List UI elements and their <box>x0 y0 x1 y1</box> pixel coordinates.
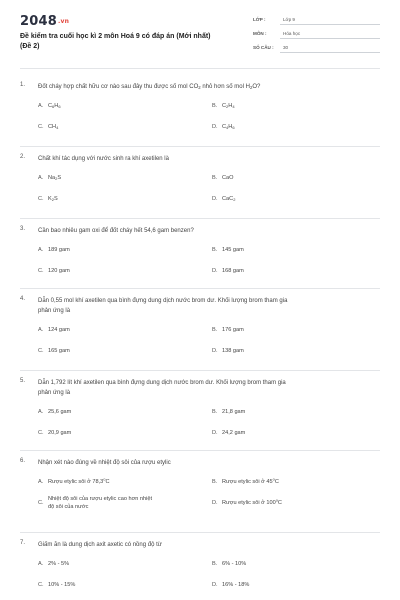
exam-title-line: Đề kiểm tra cuối học kì 2 môn Hoá 9 có đáp án (Mới nhất) <box>20 33 211 40</box>
option-letter: D. <box>212 430 218 436</box>
text-line: 2% - 5% <box>48 561 70 567</box>
meta-row <box>253 45 380 55</box>
text-line: CaO <box>222 175 234 181</box>
text-line: Giấm ăn là dung dịch axit axetic có nồng độ từ <box>38 542 162 548</box>
text-line: 21,8 gam <box>222 409 246 415</box>
text-line: $C_6H_6$ <box>48 103 61 109</box>
question-text <box>38 154 376 164</box>
option-letter: A. <box>38 409 44 415</box>
option-letter: D. <box>212 196 218 202</box>
option-letter: B. <box>212 409 218 415</box>
answer-option[interactable] <box>38 347 198 355</box>
answer-option[interactable] <box>38 267 198 275</box>
text-line: $Na_2S$ <box>48 175 62 181</box>
option-letter: D. <box>212 582 218 588</box>
option-letter: C. <box>38 500 44 506</box>
option-letter: D. <box>212 500 218 506</box>
answer-option[interactable] <box>38 195 198 203</box>
text-line: $C_4H_6$ <box>222 124 235 130</box>
answer-option[interactable] <box>38 429 198 437</box>
answer-option[interactable] <box>212 581 372 589</box>
question-text <box>38 540 376 550</box>
option-text <box>222 102 362 110</box>
divider <box>20 450 380 451</box>
text-line: $K_2S$ <box>48 196 58 202</box>
question-number: 3. <box>20 226 26 232</box>
option-text <box>222 408 362 416</box>
question-number: 6. <box>20 458 26 464</box>
option-letter: B. <box>212 327 218 333</box>
option-text <box>48 267 188 275</box>
option-text <box>222 499 362 507</box>
option-text <box>222 174 362 182</box>
text-line: 124 gam <box>48 327 70 333</box>
option-letter: C. <box>38 268 44 274</box>
option-text <box>222 123 362 131</box>
answer-option[interactable] <box>212 195 372 203</box>
option-letter: C. <box>38 124 44 130</box>
answer-option[interactable] <box>38 123 198 131</box>
option-letter: A. <box>38 175 44 181</box>
text-line: Dẫn 1,792 lít khí axetilen qua bình đựng dung dịch nước brom dư. Khối lượng brom tham gia <box>38 380 286 386</box>
text-line: 16% - 18% <box>222 582 250 588</box>
text-line: Rượu etylic sôi ở 45$^o$C <box>222 476 279 485</box>
answer-option[interactable] <box>212 267 372 275</box>
option-letter: C. <box>38 196 44 202</box>
exam-title <box>20 32 250 52</box>
text-line: Rượu etylic sôi ở 100$^o$C <box>222 497 282 506</box>
option-letter: D. <box>212 268 218 274</box>
text-line: 145 gam <box>222 247 244 253</box>
text-line: CaC$_2$ <box>222 196 236 202</box>
option-text <box>222 478 362 486</box>
text-line: Đốt cháy hợp chất hữu cơ nào sau đây thu được số mol $CO_2$ nhỏ hơn số mol $H_2O$? <box>38 84 261 90</box>
text-line: 25,6 gam <box>48 409 72 415</box>
answer-option[interactable] <box>212 560 372 568</box>
option-text <box>48 326 188 334</box>
option-letter: B. <box>212 561 218 567</box>
answer-option[interactable] <box>38 326 198 334</box>
divider <box>20 218 380 219</box>
text-line: 10% - 15% <box>48 582 76 588</box>
logo-text: 2048 <box>20 14 57 29</box>
site-logo[interactable] <box>20 14 69 29</box>
meta-underline <box>280 24 380 25</box>
text-line: 176 gam <box>222 327 244 333</box>
text-line: Rượu etylic sôi ở 78,3$^o$C <box>48 476 110 485</box>
option-text <box>222 429 362 437</box>
option-text <box>222 326 362 334</box>
option-letter: A. <box>38 247 44 253</box>
option-letter: A. <box>38 327 44 333</box>
answer-option[interactable] <box>212 326 372 334</box>
option-letter: B. <box>212 103 218 109</box>
text-line: Nhận xét nào đúng về nhiệt độ sôi của rượu etylic <box>38 460 171 466</box>
text-line: 189 gam <box>48 247 70 253</box>
question-text <box>38 82 376 92</box>
option-text <box>222 347 362 355</box>
meta-underline <box>280 52 380 53</box>
divider <box>20 370 380 371</box>
option-text <box>222 246 362 254</box>
meta-value: Hóa học <box>283 31 301 36</box>
text-line: 138 gam <box>222 348 244 354</box>
meta-value: 30 <box>283 45 289 50</box>
text-line: 20,9 gam <box>48 430 72 436</box>
text-line: $CH_4$ <box>48 124 59 130</box>
text-line: 120 gam <box>48 268 70 274</box>
meta-row <box>253 17 380 27</box>
text-line: 165 gam <box>48 348 70 354</box>
logo-tld: .vn <box>57 18 70 25</box>
option-text <box>222 581 362 589</box>
option-letter: B. <box>212 479 218 485</box>
question-text <box>38 296 376 316</box>
text-line: Cần bao nhiêu gam oxi để đốt cháy hết 54,6 gam benzen? <box>38 228 194 234</box>
answer-option[interactable] <box>212 347 372 355</box>
answer-option[interactable] <box>212 429 372 437</box>
text-line: $C_2H_4$ <box>222 103 235 109</box>
option-text <box>48 347 188 355</box>
option-letter: A. <box>38 103 44 109</box>
divider <box>20 146 380 147</box>
option-text <box>222 560 362 568</box>
text-line: Nhiệt độ sôi của rượu etylic cao hơn nhiệt <box>48 496 153 502</box>
option-letter: C. <box>38 430 44 436</box>
option-text <box>48 581 188 589</box>
text-line: 168 gam <box>222 268 244 274</box>
answer-option[interactable] <box>38 408 198 416</box>
option-text <box>48 102 188 110</box>
answer-option[interactable] <box>38 495 198 511</box>
answer-option[interactable] <box>38 581 198 589</box>
option-text <box>48 408 188 416</box>
meta-label: SỐ CÂU : <box>253 45 274 50</box>
text-line: Dẫn 0,55 mol khí axetilen qua bình đựng dung dịch nước brom dư. Khối lượng brom tham gia <box>38 298 288 304</box>
meta-row <box>253 31 380 41</box>
question-number: 5. <box>20 378 26 384</box>
answer-option[interactable] <box>212 174 372 182</box>
text-line: độ sôi của nước <box>48 504 89 510</box>
question-number: 2. <box>20 154 26 160</box>
answer-option[interactable] <box>212 246 372 254</box>
text-line: 24,2 gam <box>222 430 246 436</box>
answer-option[interactable] <box>212 102 372 110</box>
option-letter: B. <box>212 247 218 253</box>
option-text <box>48 560 188 568</box>
option-text <box>48 246 188 254</box>
divider <box>20 532 380 533</box>
question-text <box>38 378 376 398</box>
answer-option[interactable] <box>212 478 372 486</box>
meta-value: Lớp 9 <box>283 17 295 22</box>
exam-title-line: (Đề 2) <box>20 43 40 50</box>
option-text <box>48 123 188 131</box>
option-letter: C. <box>38 582 44 588</box>
option-letter: A. <box>38 479 44 485</box>
option-text <box>48 195 188 203</box>
meta-underline <box>280 38 380 39</box>
text-line: phản ứng là <box>38 308 71 314</box>
answer-option[interactable] <box>38 174 198 182</box>
divider <box>20 288 380 289</box>
answer-option[interactable] <box>212 123 372 131</box>
option-letter: D. <box>212 124 218 130</box>
option-text <box>48 429 188 437</box>
answer-option[interactable] <box>38 478 198 486</box>
option-letter: C. <box>38 348 44 354</box>
question-text <box>38 458 376 468</box>
option-text <box>48 174 188 182</box>
option-text <box>48 495 188 511</box>
option-text <box>48 478 188 486</box>
answer-option[interactable] <box>212 408 372 416</box>
question-number: 1. <box>20 82 26 88</box>
option-text <box>222 195 362 203</box>
text-line: 6% - 10% <box>222 561 247 567</box>
option-text <box>222 267 362 275</box>
answer-option[interactable] <box>38 560 198 568</box>
question-number: 4. <box>20 296 26 302</box>
meta-label: LỚP : <box>253 17 266 22</box>
question-text <box>38 226 376 236</box>
text-line: phản ứng là <box>38 390 71 396</box>
answer-option[interactable] <box>38 246 198 254</box>
answer-option[interactable] <box>212 499 372 507</box>
text-line: Chất khí tác dụng với nước sinh ra khí axetilen là <box>38 156 169 162</box>
option-letter: D. <box>212 348 218 354</box>
option-letter: A. <box>38 561 44 567</box>
meta-label: MÔN : <box>253 31 267 36</box>
answer-option[interactable] <box>38 102 198 110</box>
option-letter: B. <box>212 175 218 181</box>
divider <box>20 68 380 69</box>
question-number: 7. <box>20 540 26 546</box>
